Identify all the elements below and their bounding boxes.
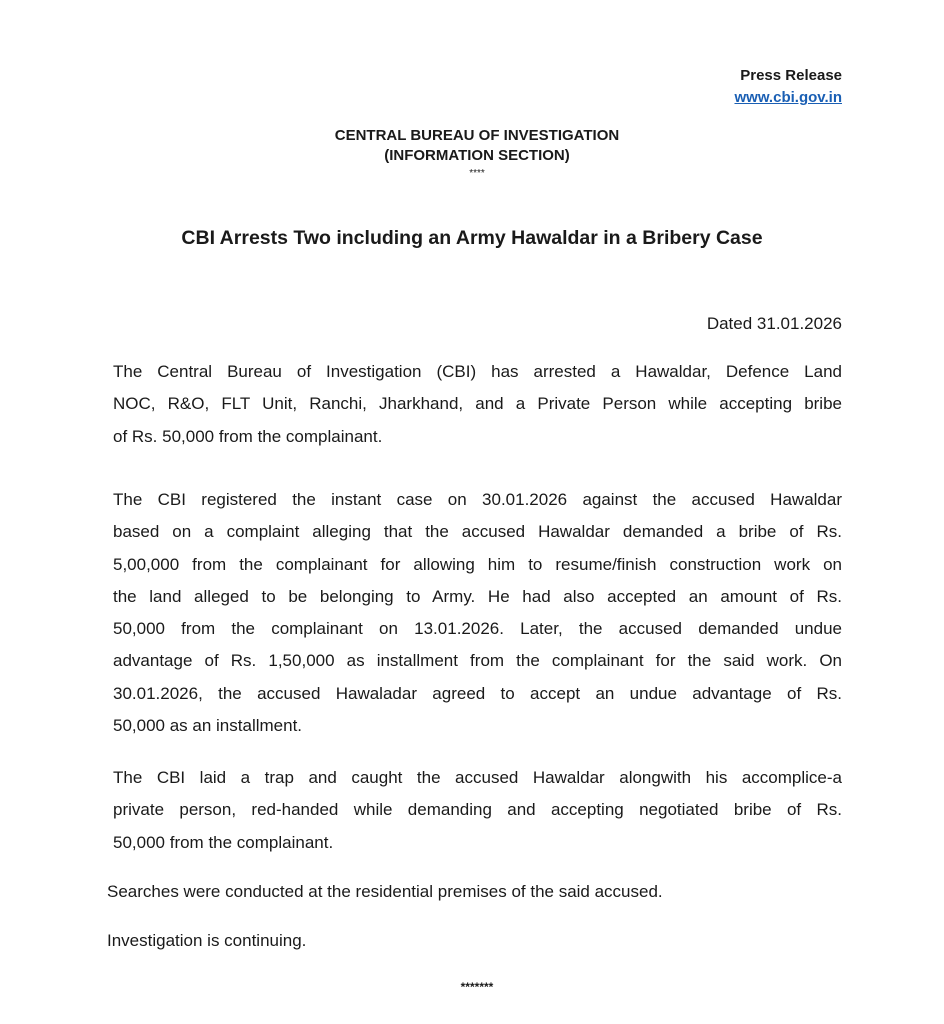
text-line: The CBI laid a trap and caught the accused Hawaldar alongwith his accomplice-a xyxy=(113,768,842,787)
release-date: Dated 31.01.2026 xyxy=(706,314,842,333)
text-line: The Central Bureau of Investigation (CBI) has arrested a Hawaldar, Defence Land xyxy=(113,362,842,381)
paragraph-3 xyxy=(113,768,842,865)
paragraph-2 xyxy=(113,490,842,748)
text-line: the land alleged to be belonging to Army. He had also accepted an amount of Rs. xyxy=(113,586,842,606)
section-name: (INFORMATION SECTION) xyxy=(384,147,570,164)
text-line: advantage of Rs. 1,50,000 as installment from the complainant for the said work. On xyxy=(113,651,842,671)
org-name: CENTRAL BUREAU OF INVESTIGATION xyxy=(334,127,620,144)
press-release-label: Press Release xyxy=(740,67,842,84)
text-line: 5,00,000 from the complainant for allowing him to resume/finish construction work on xyxy=(113,554,842,574)
page-title: CBI Arrests Two including an Army Hawaldar in a Bribery Case xyxy=(181,227,763,249)
footer-separator: ******* xyxy=(460,980,494,994)
text-line: NOC, R&O, FLT Unit, Ranchi, Jharkhand, and a Private Person while accepting bribe xyxy=(113,394,842,414)
text-line: 30.01.2026, the accused Hawaladar agreed to accept an undue advantage of Rs. xyxy=(113,683,842,703)
text-line: private person, red-handed while demanding and accepting negotiated bribe of Rs. xyxy=(113,800,842,820)
header-separator: **** xyxy=(469,168,485,179)
text-line: 50,000 from the complainant. xyxy=(113,832,334,852)
text-line: 50,000 from the complainant on 13.01.2026. Later, the accused demanded undue xyxy=(113,619,842,639)
searches-text: Searches were conducted at the residential premises of the said accused. xyxy=(107,882,663,901)
investigation-text: Investigation is continuing. xyxy=(107,931,307,950)
website-link[interactable]: www.cbi.gov.in xyxy=(734,89,842,106)
text-line: The CBI registered the instant case on 30.01.2026 against the accused Hawaldar xyxy=(113,490,842,509)
text-line: 50,000 as an installment. xyxy=(113,716,303,736)
paragraph-1 xyxy=(113,362,842,459)
text-line: based on a complaint alleging that the accused Hawaldar demanded a bribe of Rs. xyxy=(113,522,842,542)
text-line: of Rs. 50,000 from the complainant. xyxy=(113,426,383,446)
